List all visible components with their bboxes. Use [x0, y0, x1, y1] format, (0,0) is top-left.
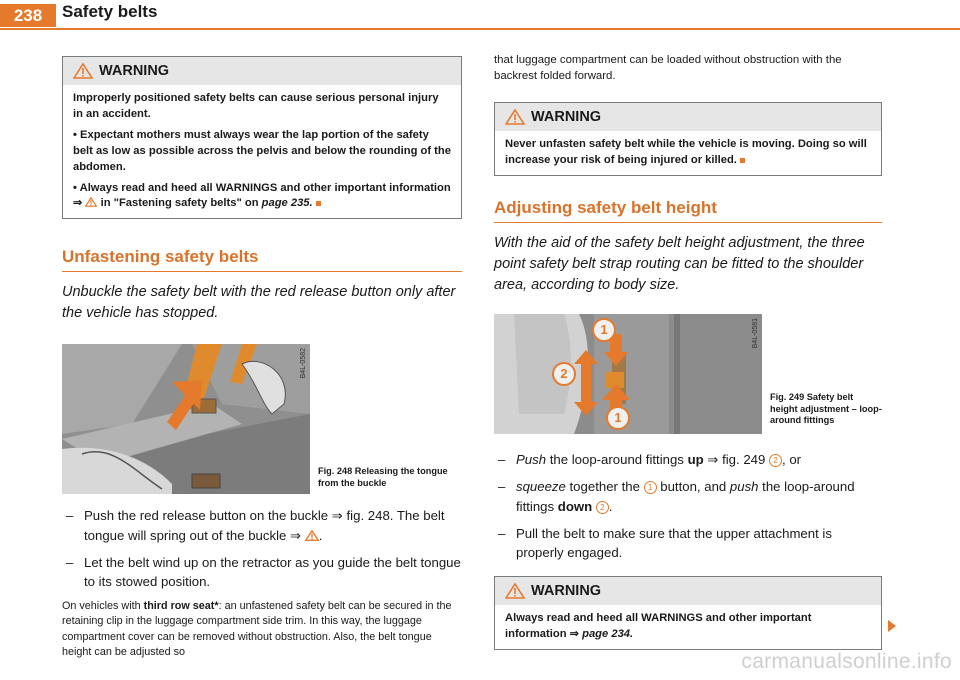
figure-249-image [494, 314, 762, 434]
marker-1-label: 1 [614, 410, 622, 426]
figure-code: B4L-0582 [300, 348, 307, 379]
section-heading-adjusting: Adjusting safety belt height [494, 198, 882, 223]
marker-1-label: 1 [600, 322, 608, 338]
warning-title: WARNING [531, 582, 602, 599]
warning-header [63, 57, 461, 85]
step-text: the loop-around fittings [546, 452, 688, 468]
page-reference-link[interactable]: page 234. [582, 627, 634, 640]
warning-paragraph: • Expectant mothers must always wear the lap portion of the safety belt as low as possible across the pelvis and below the rounding of the abdomen. [73, 128, 451, 173]
warning-box-read-all [494, 576, 882, 650]
warning-body [495, 131, 881, 175]
third-row-note [62, 599, 462, 660]
list-item: – Pull the belt to make sure that the upper attachment is properly engaged. [494, 524, 882, 562]
step-text: the loop-around fittings [516, 479, 855, 514]
belt-height-illustration [494, 314, 762, 434]
warning-text: in "Fastening safety belts" on [97, 197, 262, 210]
marker-2-label: 2 [560, 366, 568, 382]
list-item [494, 450, 882, 469]
continued-text: that luggage compartment can be loaded without obstruction with the backrest folded forward. [494, 54, 842, 83]
step-emphasis: push [729, 479, 759, 495]
warning-box-belts-position [62, 56, 462, 219]
warning-triangle-icon [305, 530, 319, 541]
list-item [62, 506, 462, 544]
note-text: On vehicles with [62, 599, 144, 612]
right-column [494, 52, 882, 650]
warning-box-unfasten [494, 102, 882, 176]
warning-paragraph: Improperly positioned safety belts can cause serious personal injury in an accident. [73, 92, 439, 120]
warning-triangle-icon [73, 63, 93, 79]
section-title: Safety belts [62, 2, 158, 21]
warning-title: WARNING [531, 109, 602, 126]
section-intro: Unbuckle the safety belt with the red release button only after the vehicle has stopped. [62, 284, 456, 322]
warning-body [495, 605, 881, 649]
warning-header [495, 103, 881, 131]
step-text: . [318, 527, 323, 543]
section-intro: With the aid of the safety belt height adjustment, the three point safety belt strap routing can be fitted to the shoulder area, according to body size. [494, 235, 865, 294]
step-text: , or [782, 452, 802, 468]
page-header [0, 0, 960, 30]
callout-2-icon: 2 [596, 501, 609, 514]
warning-text: • Always read and heed all WARNINGS and other important information ⇒ [73, 181, 451, 210]
step-text: . [608, 498, 613, 514]
warning-text: Always read and heed all WARNINGS and other important information ⇒ [505, 611, 812, 640]
unfasten-steps-list [62, 506, 462, 591]
list-item [494, 477, 882, 515]
note-emphasis: third row seat* [143, 599, 219, 612]
warning-body [63, 85, 461, 218]
figure-248-caption: Fig. 248 Releasing the tongue from the buckle [318, 466, 448, 488]
watermark: carmanualsonline.info [741, 650, 952, 673]
left-column [62, 56, 462, 660]
seat-buckle-illustration [62, 344, 310, 494]
section-heading-unfastening: Unfastening safety belts [62, 247, 462, 272]
page-number: 238 [0, 4, 56, 27]
continue-arrow-icon [888, 620, 896, 632]
warning-triangle-icon [505, 583, 525, 599]
warning-triangle-icon [505, 109, 525, 125]
adjust-steps-list [494, 450, 882, 562]
step-emphasis: squeeze [516, 479, 566, 495]
list-item: – Let the belt wind up on the retractor as you guide the belt tongue to its stowed position. [62, 553, 462, 591]
warning-text: Never unfasten safety belt while the vehicle is moving. Doing so will increase your risk of being injured or killed. [505, 138, 867, 167]
figure-248 [62, 344, 462, 494]
step-text: Push the red release button on the buckle ⇒ fig. 248. The belt tongue will spring out of the buckle ⇒ [84, 508, 445, 543]
figure-code: B4L-0581 [752, 318, 759, 349]
callout-1-icon: 1 [644, 481, 657, 494]
warning-paragraph [73, 181, 451, 213]
warning-title: WARNING [99, 63, 170, 79]
figure-249 [494, 314, 882, 434]
step-text: together the [565, 479, 644, 495]
note-text: : an unfastened safety belt can be secured in the retaining clip in the luggage compartment side trim. In this way, the luggage compartment cover can be removed without obstruction. Also, the belt tongue height can be adjusted so [62, 599, 452, 658]
step-emphasis: up [687, 452, 704, 468]
figure-248-image [62, 344, 310, 494]
warning-paragraph [505, 137, 871, 169]
end-marker-icon [316, 201, 321, 206]
warning-header [495, 577, 881, 605]
page-reference-link[interactable]: page 235. [261, 197, 313, 210]
callout-2-icon: 2 [769, 454, 782, 467]
step-emphasis: Push [516, 452, 547, 468]
end-marker-icon [740, 158, 745, 163]
header-rule [0, 28, 960, 30]
warning-triangle-icon [85, 197, 97, 207]
warning-paragraph [505, 611, 871, 643]
step-text: button, and [656, 479, 730, 495]
step-text: ⇒ fig. 249 [703, 452, 769, 468]
step-emphasis: down [557, 498, 593, 514]
figure-249-caption: Fig. 249 Safety belt height adjustment – loop-around fittings [770, 392, 882, 426]
